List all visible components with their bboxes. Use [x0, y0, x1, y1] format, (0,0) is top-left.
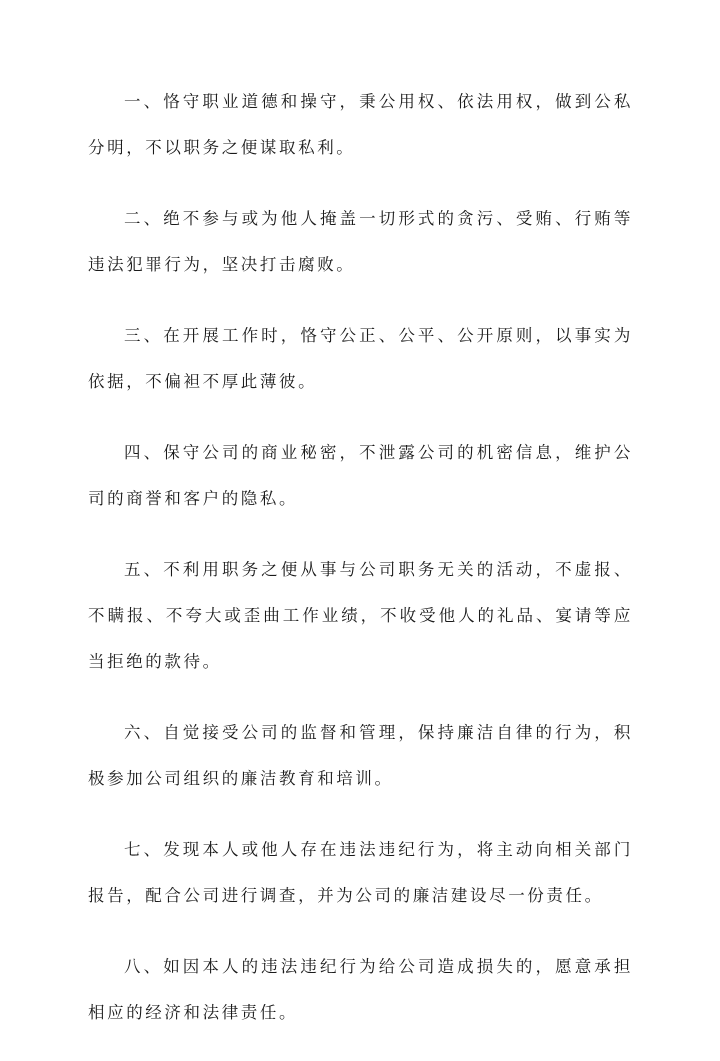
pledge-item-4: 四、保守公司的商业秘密，不泄露公司的机密信息，维护公司的商誉和客户的隐私。: [88, 443, 633, 508]
pledge-item-3: 三、在开展工作时，恪守公正、公平、公开原则，以事实为依据，不偏袒不厚此薄彼。: [88, 326, 633, 391]
pledge-item-1: 一、恪守职业道德和操守，秉公用权、依法用权，做到公私分明，不以职务之便谋取私利。: [88, 92, 633, 157]
pledge-item-8: 八、如因本人的违法违纪行为给公司造成损失的，愿意承担相应的经济和法律责任。: [88, 957, 633, 1022]
pledge-item-7: 七、发现本人或他人存在违法违纪行为，将主动向相关部门报告，配合公司进行调查，并为公司的廉洁建设尽一份责任。: [88, 840, 633, 905]
pledge-item-2: 二、绝不参与或为他人掩盖一切形式的贪污、受贿、行贿等违法犯罪行为，坚决打击腐败。: [88, 209, 633, 274]
document-body: [88, 79, 633, 1061]
pledge-item-5: 五、不利用职务之便从事与公司职务无关的活动，不虚报、不瞒报、不夸大或歪曲工作业绩，不收受他人的礼品、宴请等应当拒绝的款待。: [88, 560, 633, 671]
pledge-item-6: 六、自觉接受公司的监督和管理，保持廉洁自律的行为，积极参加公司组织的廉洁教育和培训。: [88, 723, 633, 788]
